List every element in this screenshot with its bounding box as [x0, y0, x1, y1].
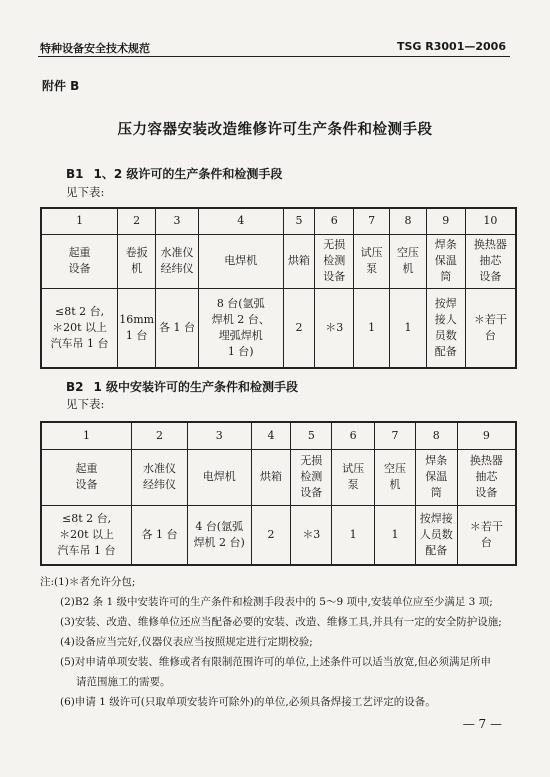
- table-cell: [198, 288, 283, 368]
- table-cell-line: 8 台(氩弧: [216, 296, 265, 310]
- table-cell: [375, 449, 416, 505]
- table-cell: [375, 505, 416, 565]
- table-cell-line: 焊条: [425, 454, 448, 467]
- table-cell-line: 2: [295, 320, 303, 334]
- table-cell-line: 换热器: [469, 454, 503, 467]
- table-cell: [198, 234, 283, 288]
- table-cell: [187, 449, 251, 505]
- table-cell-line: 5: [307, 428, 315, 442]
- table-cell: [332, 422, 375, 449]
- table-cell-line: 配备: [425, 543, 448, 557]
- note-4: (4)设备应当完好,仪器仪表应当按照规定进行定期校验;: [60, 636, 313, 648]
- table-cell-line: 2: [133, 214, 141, 228]
- table-cell-line: 焊机 2 台): [193, 535, 245, 549]
- table-cell-line: 3: [173, 214, 181, 228]
- table-cell: [415, 422, 457, 449]
- table-cell: [415, 505, 457, 565]
- table-cell-line: 经纬仪: [142, 478, 176, 491]
- table-b1: [40, 207, 517, 369]
- table-cell-line: ≤8t 2 台,: [61, 511, 112, 525]
- header-rule: [38, 56, 510, 57]
- table-cell-line: 机: [131, 262, 143, 275]
- page-number: — 7 —: [462, 717, 502, 731]
- table-cell-line: 按焊: [434, 296, 457, 310]
- table-cell-line: 配备: [434, 344, 457, 358]
- table-cell-line: 空压: [383, 462, 406, 475]
- table-b1-header-row: [41, 234, 516, 288]
- table-cell-line: 电焊机: [202, 470, 236, 483]
- table-cell-line: 1 台): [227, 344, 254, 358]
- table-cell: [118, 208, 156, 234]
- table-cell-line: 焊条: [434, 238, 457, 251]
- table-cell-line: 接人: [434, 312, 457, 326]
- table-cell-line: 16mm: [119, 312, 155, 326]
- table-cell-line: 机: [389, 478, 401, 491]
- table-cell-line: 无损: [323, 238, 346, 251]
- appendix-label: 附件 B: [42, 79, 80, 93]
- table-cell-line: 设备: [68, 262, 91, 275]
- table-cell: [187, 505, 251, 565]
- table-cell: [375, 422, 416, 449]
- table-cell-line: 泵: [347, 478, 359, 491]
- table-cell-line: ＊3: [302, 527, 321, 541]
- table-cell: [251, 505, 291, 565]
- table-cell-line: ＊3: [325, 320, 344, 334]
- table-cell: [332, 505, 375, 565]
- table-cell-line: 5: [295, 214, 303, 228]
- table-cell: [465, 208, 516, 234]
- table-cell: [415, 449, 457, 505]
- table-cell: [41, 234, 118, 288]
- table-cell-line: 无损: [300, 454, 323, 467]
- table-cell: [283, 288, 315, 368]
- table-cell-line: 水准仪: [160, 246, 194, 259]
- table-cell: [41, 505, 132, 565]
- table-cell-line: 设备: [475, 486, 498, 499]
- table-cell: [390, 234, 427, 288]
- table-cell-line: 1: [391, 527, 399, 541]
- table-cell: [41, 288, 118, 368]
- note-5-continued: 请范围施工的需要。: [76, 676, 171, 688]
- table-cell: [390, 288, 427, 368]
- table-cell-line: 烘箱: [287, 254, 310, 267]
- table-cell-line: 起重: [75, 462, 98, 475]
- table-cell: [118, 234, 156, 288]
- section-b2-heading: [66, 378, 298, 395]
- table-cell: [291, 505, 332, 565]
- table-cell-line: 汽车吊 1 台: [57, 543, 116, 557]
- table-cell-line: 各 1 台: [159, 320, 196, 334]
- table-cell: [315, 234, 354, 288]
- table-cell-line: 台: [480, 535, 492, 549]
- note-5: (5)对申请单项安装、维修或者有限制范围许可的单位,上述条件可以适当放宽,但必须满足所申: [60, 656, 492, 668]
- table-cell-line: 8: [432, 428, 440, 442]
- table-cell: [156, 208, 199, 234]
- table-cell: [354, 208, 390, 234]
- table-cell-line: 起重: [68, 246, 91, 259]
- table-cell-line: ＊若干: [469, 519, 503, 533]
- table-cell-line: ＊20t 以上: [59, 527, 115, 541]
- table-cell-line: 6: [349, 428, 357, 442]
- table-cell: [156, 234, 199, 288]
- table-b2-value-row: [41, 505, 516, 565]
- table-cell-line: 筒: [440, 270, 452, 283]
- table-cell-line: 焊机 2 台、: [211, 312, 270, 326]
- table-b2-index-row: [41, 422, 516, 449]
- running-header-right: TSG R3001—2006: [397, 40, 506, 53]
- table-cell: [354, 234, 390, 288]
- section-b1-title: 1、2 级许可的生产条件和检测手段: [93, 167, 283, 181]
- table-cell-line: 1: [349, 527, 357, 541]
- table-cell: [426, 234, 465, 288]
- table-cell: [132, 505, 188, 565]
- table-cell-line: 人员数: [419, 527, 453, 541]
- table-cell-line: 按焊接: [419, 511, 453, 525]
- table-cell-line: 换热器: [473, 238, 507, 251]
- table-cell-line: 设备: [300, 486, 323, 499]
- table-cell-line: 埋弧焊机: [218, 328, 263, 342]
- table-cell: [251, 422, 291, 449]
- table-cell-line: ＊20t 以上: [52, 320, 108, 334]
- table-cell: [283, 234, 315, 288]
- table-cell-line: 机: [402, 262, 414, 275]
- table-cell: [354, 288, 390, 368]
- table-cell-line: 1: [404, 320, 412, 334]
- table-cell-line: 经纬仪: [160, 262, 194, 275]
- table-b1-value-row: [41, 288, 516, 368]
- table-cell-line: 检测: [323, 254, 346, 267]
- table-cell-line: 抽芯: [479, 254, 502, 267]
- table-b2-header-row: [41, 449, 516, 505]
- table-cell: [41, 449, 132, 505]
- table-cell-line: 10: [483, 214, 498, 228]
- table-cell: [315, 288, 354, 368]
- table-cell: [390, 208, 427, 234]
- table-cell-line: 9: [442, 214, 450, 228]
- table-cell-line: 1: [83, 428, 91, 442]
- table-cell-line: 卷扳: [125, 246, 148, 259]
- table-cell-line: 1: [368, 320, 376, 334]
- table-cell: [291, 422, 332, 449]
- table-cell: [41, 208, 118, 234]
- table-cell: [332, 449, 375, 505]
- table-cell-line: 设备: [323, 270, 346, 283]
- table-cell: [465, 234, 516, 288]
- table-cell: [291, 449, 332, 505]
- table-cell: [132, 449, 188, 505]
- table-cell-line: ＊若干: [473, 312, 507, 326]
- section-b2-title: 1 级中安装许可的生产条件和检测手段: [93, 380, 299, 394]
- table-cell-line: 筒: [430, 486, 442, 499]
- table-cell: [457, 422, 516, 449]
- table-cell-line: 员数: [434, 328, 457, 342]
- table-cell-line: 设备: [75, 478, 98, 491]
- section-b2-number: B2: [66, 380, 84, 394]
- table-cell-line: 9: [482, 428, 490, 442]
- table-b2: [40, 421, 517, 566]
- table-cell-line: 汽车吊 1 台: [50, 336, 109, 350]
- table-cell-line: 保温: [425, 470, 448, 483]
- table-cell-line: 抽芯: [475, 470, 498, 483]
- table-cell-line: 泵: [366, 262, 378, 275]
- running-header-left: 特种设备安全技术规范: [40, 42, 150, 55]
- note-3: (3)安装、改造、维修单位还应当配备必要的安装、改造、维修工具,并具有一定的安全防护设施;: [60, 616, 502, 628]
- table-cell-line: 3: [215, 428, 223, 442]
- table-cell: [315, 208, 354, 234]
- table-cell-line: 试压: [342, 462, 365, 475]
- table-cell-line: 2: [155, 428, 163, 442]
- table-cell-line: 4 台(氩弧: [195, 519, 244, 533]
- table-cell-line: 烘箱: [259, 470, 282, 483]
- table-cell: [156, 288, 199, 368]
- table-cell-line: 试压: [360, 246, 383, 259]
- note-6: (6)申请 1 级许可(只取单项安装许可除外)的单位,必须具备焊接工艺评定的设备。: [60, 696, 436, 708]
- table-cell: [426, 288, 465, 368]
- section-b2-see-below: 见下表:: [66, 397, 105, 411]
- table-cell-line: 水准仪: [142, 462, 176, 475]
- section-b1-number: B1: [66, 167, 84, 181]
- table-cell: [132, 422, 188, 449]
- table-cell-line: ≤8t 2 台,: [55, 304, 105, 318]
- table-cell: [457, 449, 516, 505]
- note-2: (2)B2 条 1 级中安装许可的生产条件和检测手段表中的 5～9 项中,安装单位应至少满足 3 项;: [60, 596, 493, 608]
- table-cell-line: 电焊机: [224, 254, 258, 267]
- table-cell: [465, 288, 516, 368]
- table-cell-line: 4: [267, 428, 275, 442]
- table-cell: [187, 422, 251, 449]
- table-cell-line: 空压: [396, 246, 419, 259]
- table-cell-line: 保温: [434, 254, 457, 267]
- notes-block: [40, 572, 520, 712]
- table-cell-line: 检测: [300, 470, 323, 483]
- section-b1-heading: [66, 165, 282, 182]
- table-cell: [118, 288, 156, 368]
- note-1: 注:(1)＊者允许分包;: [40, 576, 136, 588]
- page-title: 压力容器安装改造维修许可生产条件和检测手段: [117, 122, 433, 138]
- table-cell-line: 6: [330, 214, 338, 228]
- table-cell-line: 设备: [479, 270, 502, 283]
- table-cell-line: 各 1 台: [141, 527, 178, 541]
- table-cell-line: 7: [368, 214, 376, 228]
- table-cell: [41, 422, 132, 449]
- table-cell-line: 7: [391, 428, 399, 442]
- table-cell-line: 4: [237, 214, 245, 228]
- table-cell-line: 8: [404, 214, 412, 228]
- table-cell: [426, 208, 465, 234]
- section-b1-see-below: 见下表:: [66, 185, 105, 199]
- table-cell: [457, 505, 516, 565]
- table-cell: [283, 208, 315, 234]
- table-cell: [251, 449, 291, 505]
- table-cell-line: 1 台: [125, 328, 148, 342]
- table-cell: [198, 208, 283, 234]
- table-cell-line: 台: [484, 328, 496, 342]
- table-cell-line: 2: [267, 527, 275, 541]
- table-b1-index-row: [41, 208, 516, 234]
- table-cell-line: 1: [76, 214, 84, 228]
